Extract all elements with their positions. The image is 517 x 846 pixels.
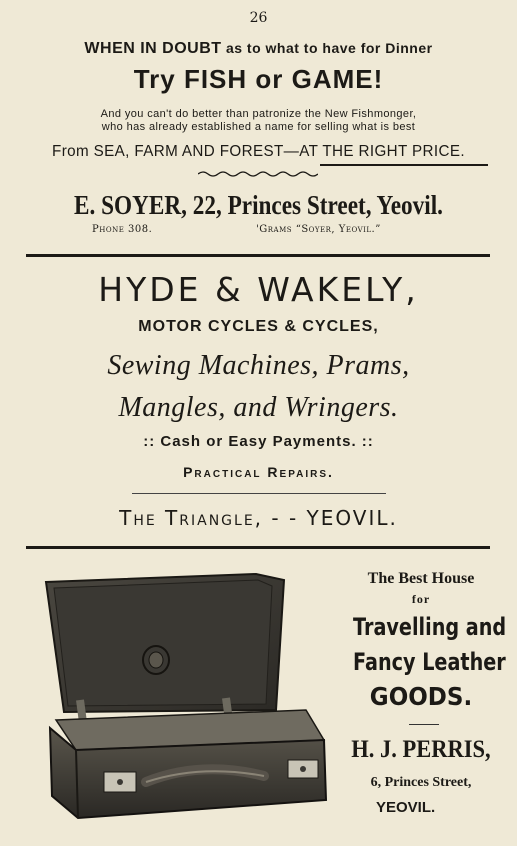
hyde-ad-rule [132, 493, 386, 494]
hyde-ad-repairs: Practical Repairs. [183, 464, 334, 480]
hyde-ad-payment: :: Cash or Easy Payments. :: [143, 433, 374, 450]
fish-ad-address: E. SOYER, 22, Princes Street, Yeovil. [74, 190, 443, 220]
section-divider-2 [26, 546, 490, 549]
fish-ad-body-line-2: who has already established a name for selling what is best [101, 121, 416, 133]
section-divider-1 [26, 254, 490, 257]
perris-ad-fancy-leather: Fancy Leather [353, 648, 506, 676]
perris-ad-town: YEOVIL. [376, 799, 436, 816]
perris-ad-name: H. J. PERRIS, [351, 736, 491, 763]
suitcase-illustration [36, 560, 332, 826]
hyde-ad-line-1: Sewing Machines, Prams, [107, 350, 410, 381]
fish-ad-phone: Phone 308. [92, 224, 153, 235]
fish-ad-telegrams: 'Grams “Soyer, Yeovil.” [256, 224, 381, 235]
hyde-ad-subtitle: MOTOR CYCLES & CYCLES, [138, 318, 379, 335]
fish-ad-intro [0, 40, 517, 58]
wavy-ornament [198, 170, 318, 178]
slogan-underline [320, 164, 488, 166]
fish-ad-intro-lead: WHEN IN DOUBT [84, 40, 222, 57]
fish-ad-title: Try FISH or GAME! [133, 64, 384, 94]
perris-ad-rule [409, 724, 439, 725]
fish-ad-body [0, 108, 517, 134]
fish-ad-body-line-1: And you can't do better than patronize the New Fishmonger, [100, 108, 417, 120]
hyde-ad-line-2: Mangles, and Wringers. [118, 392, 399, 423]
fish-ad-intro-rest: as to what to have for Dinner [225, 40, 433, 56]
perris-ad-for: for [411, 592, 431, 606]
perris-ad-best-house: The Best House [367, 570, 475, 587]
page-number: 26 [249, 10, 268, 26]
perris-ad-travelling: Travelling and [353, 613, 507, 641]
hyde-ad-title: HYDE & WAKELY, [98, 270, 419, 309]
perris-ad-goods: GOODS. [369, 682, 473, 711]
fish-ad-slogan: From SEA, FARM AND FOREST—AT THE RIGHT PRICE. [52, 143, 465, 160]
hyde-ad-address: The Triangle, - - YEOVIL. [119, 506, 398, 530]
perris-ad-street: 6, Princes Street, [370, 775, 472, 790]
